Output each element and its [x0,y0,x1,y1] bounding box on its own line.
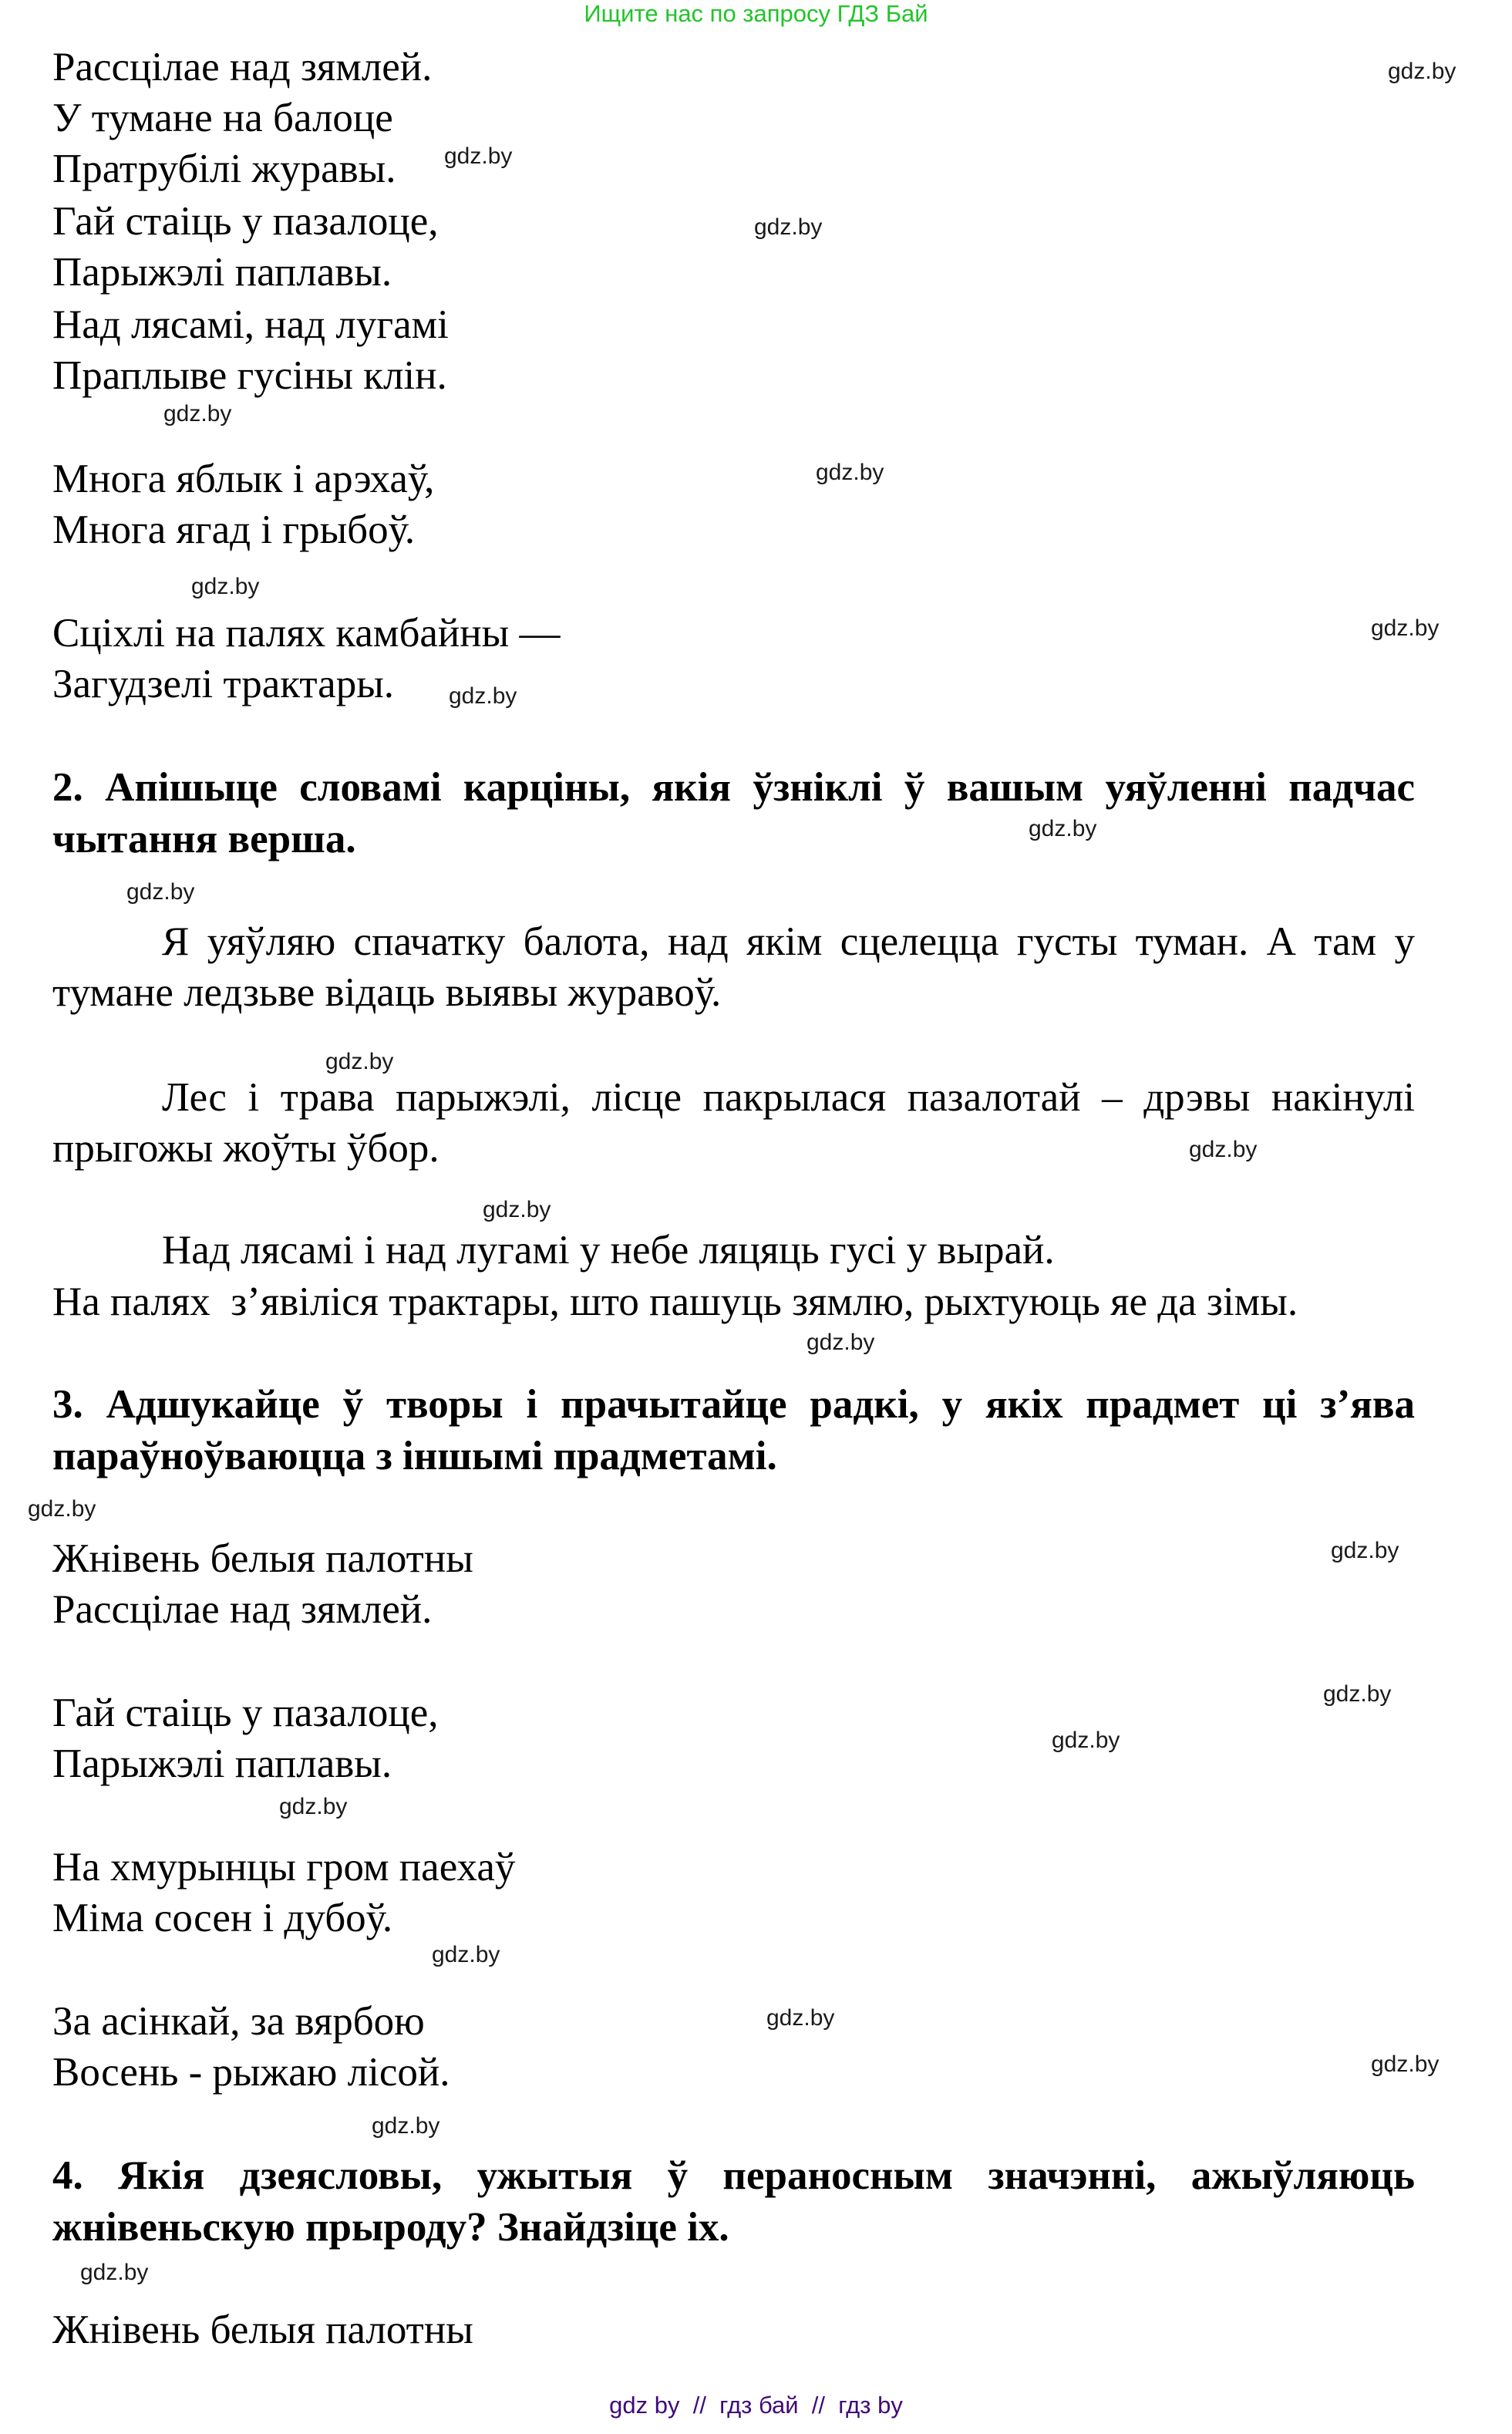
watermark: gdz.by [807,1330,875,1355]
quote-line: Гай стаіць у пазалоце, [52,1691,439,1735]
quote-line: Жнівень белыя палотны [52,1536,473,1581]
watermark: gdz.by [1371,615,1440,641]
watermark: gdz.by [325,1049,394,1074]
watermark: gdz.by [372,2113,440,2139]
search-banner[interactable]: Ищите нас по запросу ГДЗ Бай [584,0,928,27]
watermark: gdz.by [766,2005,835,2031]
quote-line: Жнівень белыя палотны [52,2308,473,2352]
watermark: gdz.by [754,214,823,240]
watermark: gdz.by [279,1794,348,1819]
poem-line: Пратрубілі журавы. [52,147,396,191]
watermark: gdz.by [1189,1137,1258,1162]
watermark: gdz.by [483,1197,551,1222]
watermark: gdz.by [1052,1728,1120,1753]
poem-line: Многа яблык і арэхаў, [52,457,435,501]
watermark: gdz.by [1323,1681,1392,1707]
watermark: gdz.by [816,460,884,485]
answer-paragraph [52,1225,1415,1276]
answer-text: Я уяўляю спачатку балота, над якім сцелецца густы туман. А там у тумане ледзьве відаць выявы журавоў. [52,919,1415,1015]
poem-line: Рассцілае над зямлей. [52,45,433,89]
watermark: gdz.by [449,683,517,709]
watermark: gdz.by [1388,59,1456,84]
watermark: gdz.by [444,143,513,169]
watermark: gdz.by [80,2260,149,2285]
quote-line: За асінкай, за вярбою [52,1999,425,2044]
task-2-heading: 2. Апішыце словамі карціны, якія ўзніклі ў вашым уяўленні падчас чытання верша. [52,765,1415,861]
watermark: gdz.by [28,1496,96,1522]
poem-line: Гай стаіць у пазалоце, [52,199,439,244]
watermark: gdz.by [163,401,232,426]
quote-line: Восень - рыжаю лісой. [52,2050,450,2095]
answer-paragraph [52,916,1415,1018]
watermark: gdz.by [126,879,195,905]
watermark: gdz.by [191,574,260,599]
footer-links[interactable]: gdz by // гдз бай // гдз by [609,2392,903,2419]
watermark: gdz.by [432,1942,500,1967]
watermark: gdz.by [1371,2051,1440,2077]
quote-line: На хмурынцы гром паехаў [52,1845,516,1890]
quote-line: Рассцілае над зямлей. [52,1587,433,1632]
poem-line: Парыжэлі паплавы. [52,250,392,295]
poem-line: Праплыве гусіны клін. [52,353,447,398]
task-4-heading: 4. Якія дзеясловы, ужытыя ў пераносным значэнні, ажыўляюць жнівеньскую прыроду? Знайдзіце іх. [52,2153,1415,2250]
quote-line: Парыжэлі паплавы. [52,1741,392,1786]
poem-line: Загудзелі трактары. [52,662,395,706]
task-3-heading: 3. Адшукайце ў творы і прачытайце радкі, у якіх прадмет ці з’ява параўноўваюцца з іншымі прадметамі. [52,1382,1415,1478]
poem-line: Сціхлі на палях камбайны — [52,611,561,656]
watermark: gdz.by [1331,1538,1399,1563]
poem-line: Многа ягад і грыбоў. [52,507,416,552]
answer-text: Лес і трава парыжэлі, лісце пакрылася пазалотай – дрэвы накінулі прыгожы жоўты ўбор. [52,1075,1415,1171]
watermark: gdz.by [1029,816,1097,841]
answer-text: Над лясамі і над лугамі у небе ляцяць гусі у вырай. [162,1228,1055,1273]
answer-paragraph: На палях з’явіліся трактары, што пашуць зямлю, рыхтуюць яе да зімы. [52,1279,1298,1324]
poem-line: У тумане на балоце [52,96,393,140]
quote-line: Міма сосен і дубоў. [52,1896,393,1940]
poem-line: Над лясамі, над лугамі [52,302,449,347]
